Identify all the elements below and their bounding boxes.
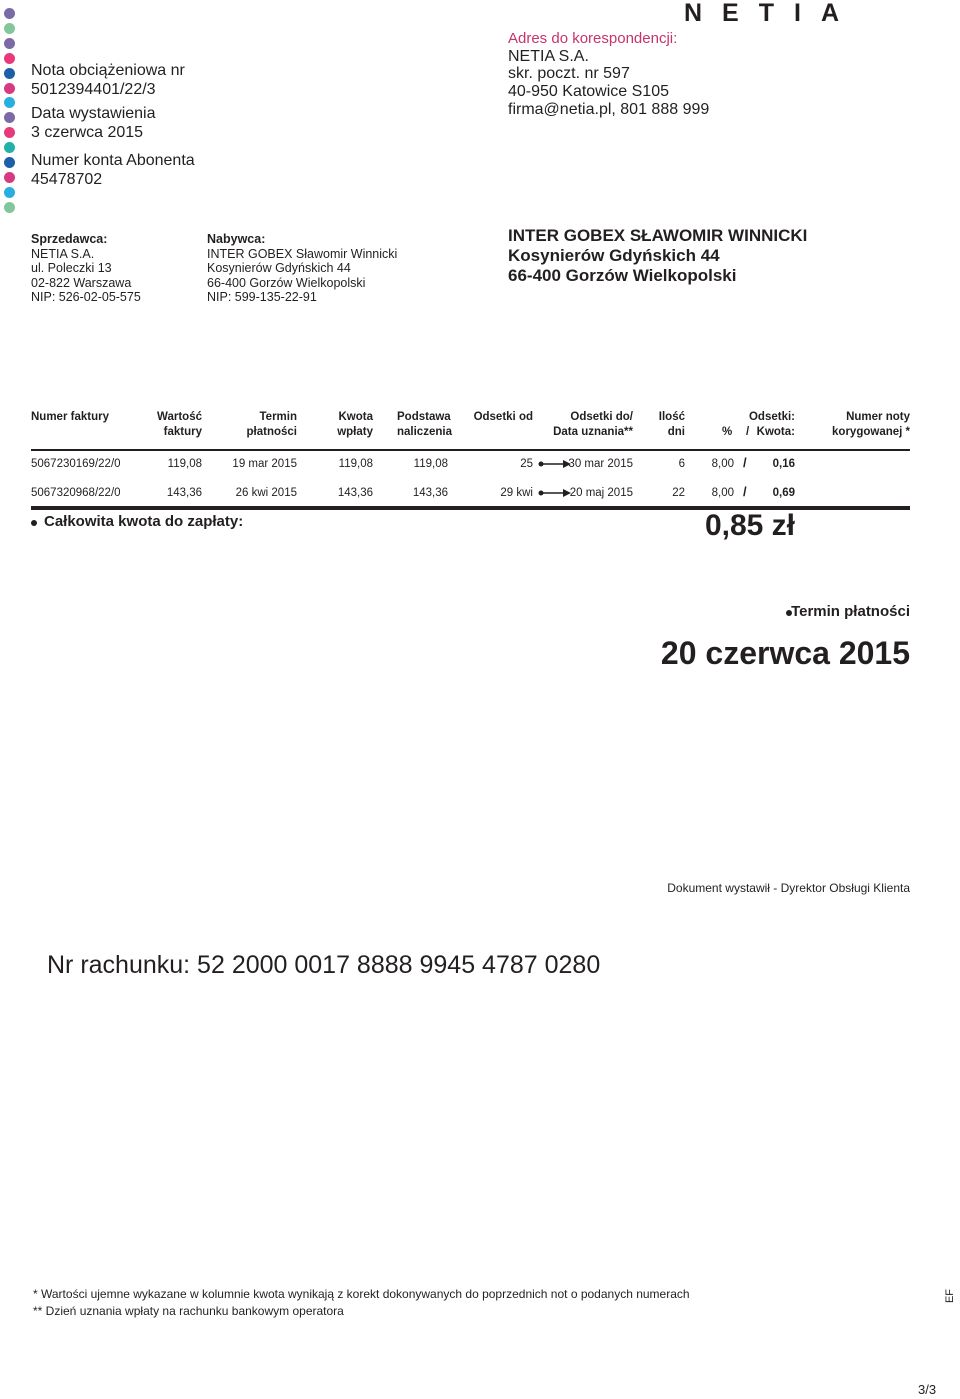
buyer-block [207,232,397,305]
cell-value: 119,08 [167,458,202,470]
col-header-days [645,410,685,440]
col-header-note-line-1: Numer noty [846,411,910,423]
footnote-2: ** Dzień uznania wpłaty na rachunku bankowym operatora [33,1304,344,1318]
recipient-line-3: 66-400 Gorzów Wielkopolski [508,266,737,285]
cell-base: 143,36 [412,487,448,499]
col-header-base-line-2: naliczenia [397,426,452,438]
correspondence-line-4: firma@netia.pl, 801 888 999 [508,101,710,118]
seller-line-1: NETIA S.A. [31,246,95,261]
decorative-dot [4,202,15,213]
col-header-to-line-2: Data uznania** [553,426,633,438]
col-header-invoice-no: Numer faktury [31,411,109,423]
decorative-dot [4,172,15,183]
issue-date: 3 czerwca 2015 [31,124,144,141]
decorative-dot [4,38,15,49]
cell-due: 26 kwi 2015 [235,487,297,499]
col-header-value-line-2: faktury [163,426,202,438]
buyer-line-3: 66-400 Gorzów Wielkopolski [207,275,366,290]
cell-due: 19 mar 2015 [232,458,297,470]
table-header-divider [31,449,910,451]
side-code: EF [944,1288,957,1304]
decorative-dot [4,8,15,19]
col-header-interest [740,410,795,440]
col-header-value-line-1: Wartość [157,411,202,423]
account-label: Numer konta Abonenta [31,152,195,169]
col-header-paid-line-1: Kwota [338,411,373,423]
col-header-due-line-1: Termin [259,411,297,423]
decorative-dot [4,68,15,79]
bullet-icon [31,520,37,526]
cell-slash: / [743,484,747,499]
cell-percent: 8,00 [711,458,734,470]
col-header-note-line-2: korygowanej * [832,426,910,438]
col-header-base-line-1: Podstawa [397,411,451,423]
col-header-to-line-1: Odsetki do/ [570,411,633,423]
cell-base: 119,08 [413,458,448,470]
col-header-interest-line-1: Odsetki: [748,411,795,423]
total-amount: 0,85 zł [704,509,795,542]
account-number: 45478702 [31,171,103,188]
cell-invoice-no: 5067230169/22/0 [31,458,121,470]
col-header-due [226,410,297,440]
col-header-slash: / [746,426,750,438]
netia-logo: NETIA [684,0,859,27]
payment-term-label: Termin płatności [791,603,910,620]
cell-from: 25 [520,458,533,470]
seller-block [31,232,141,305]
cell-paid: 143,36 [337,487,373,499]
buyer-line-4: NIP: 599-135-22-91 [207,290,317,304]
issue-date-label: Data wystawienia [31,105,156,122]
cell-interest: 0,16 [772,458,795,470]
cell-slash: / [743,455,747,470]
buyer-label: Nabywca: [207,232,266,246]
col-header-percent: % [722,426,733,438]
col-header-due-line-2: płatności [246,426,297,438]
decorative-dot [4,187,15,198]
col-header-value [140,410,202,440]
cell-to: 20 maj 2015 [569,487,633,499]
decorative-dot [4,23,15,34]
cell-invoice-no: 5067320968/22/0 [31,487,121,499]
col-header-paid-line-2: wpłaty [337,426,373,438]
decorative-dot [4,83,15,94]
footnote-1: * Wartości ujemne wykazane w kolumnie kwota wynikają z korekt dokonywanych do poprzednich not o podanych numerach [33,1287,690,1301]
cell-interest: 0,69 [772,487,795,499]
recipient-line-1: INTER GOBEX SŁAWOMIR WINNICKI [508,226,808,245]
col-header-base [397,410,452,440]
cell-to: 30 mar 2015 [568,458,633,470]
col-header-from: Odsetki od [473,411,533,423]
decorative-dot [4,97,15,108]
issued-by: Dokument wystawił - Dyrektor Obsługi Klienta [667,881,910,895]
payment-term-date: 20 czerwca 2015 [660,635,910,671]
cell-days: 6 [678,458,685,470]
cell-paid: 119,08 [338,458,373,470]
seller-label: Sprzedawca: [31,232,108,246]
decorative-dot [4,157,15,168]
decorative-dot [4,142,15,153]
col-header-note [820,410,910,440]
cell-from: 29 kwi [500,487,533,499]
correspondence-label: Adres do korespondencji: [508,30,678,47]
total-label: Całkowita kwota do zapłaty: [44,513,244,530]
correspondence-line-3: 40-950 Katowice S105 [508,83,669,100]
bank-account-number: Nr rachunku: 52 2000 0017 8888 9945 4787 0280 [47,951,601,979]
cell-value: 143,36 [166,487,202,499]
correspondence-line-2: skr. poczt. nr 597 [508,65,630,82]
seller-line-2: ul. Poleczki 13 [31,261,112,275]
decorative-dot [4,53,15,64]
cell-percent: 8,00 [711,487,734,499]
decorative-dot [4,127,15,138]
col-header-days-line-2: dni [667,426,685,438]
seller-line-3: 02-822 Warszawa [31,275,132,290]
buyer-line-2: Kosynierów Gdyńskich 44 [207,261,351,275]
recipient-address [508,226,807,286]
buyer-line-1: INTER GOBEX Sławomir Winnicki [207,246,398,261]
decorative-dot [4,112,15,123]
cell-days: 22 [672,487,685,499]
col-header-interest-line-2: Kwota: [756,426,795,438]
col-header-to [540,410,633,440]
page-number: 3/3 [918,1382,937,1397]
note-title-label: Nota obciążeniowa nr [31,62,185,79]
seller-line-4: NIP: 526-02-05-575 [31,290,141,304]
correspondence-line-1: NETIA S.A. [508,48,589,65]
col-header-paid [316,410,373,440]
recipient-line-2: Kosynierów Gdyńskich 44 [508,246,720,265]
col-header-days-line-1: Ilość [658,411,685,423]
note-number: 5012394401/22/3 [31,81,156,98]
